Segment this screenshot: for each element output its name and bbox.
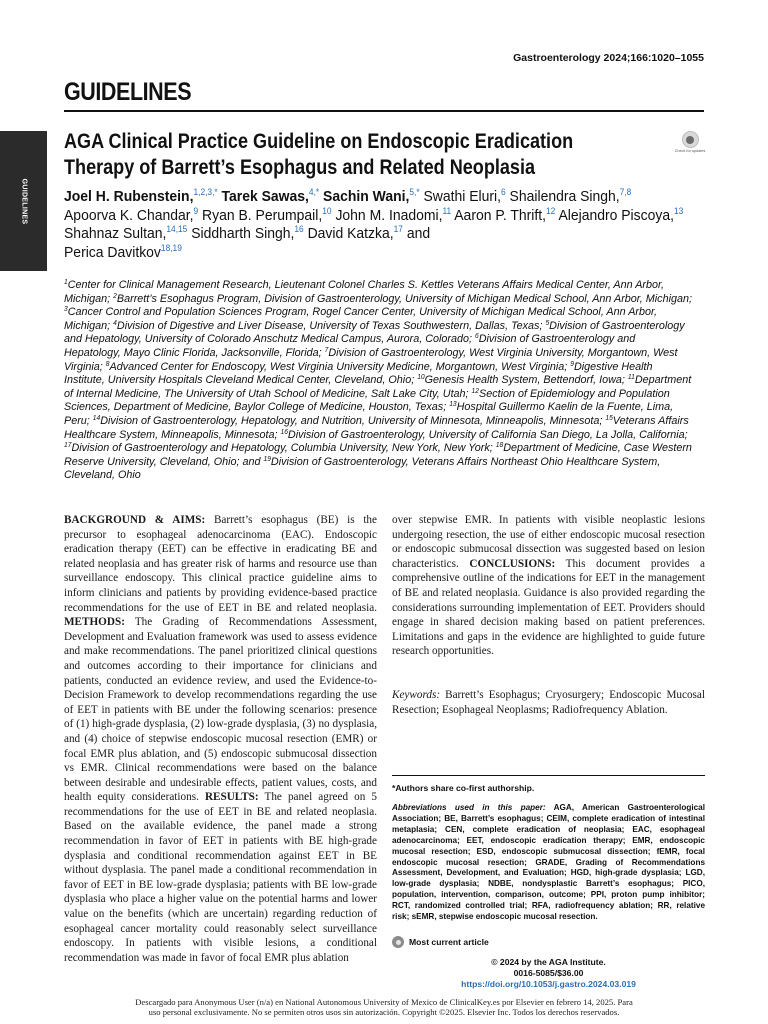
affiliation-text: Genesis Health System, Bettendorf, Iowa; <box>424 374 628 387</box>
download-notice <box>0 997 768 1017</box>
most-current-icon <box>392 936 404 948</box>
background-text: Barrett’s esophagus (BE) is the precursor to esophageal adenocarcinoma (EAC). Endoscopic eradication therapy (EET) can be effective in eradicating BE and related neoplasia and has greater risk of harms and resource use than surveillance endoscopy. This clinical practice guideline aims to inform clinicians and patients by providing evidence-based practice recommendations for the use of EET in BE and related neoplasia. <box>64 514 377 614</box>
author-name: and <box>406 225 431 242</box>
abbreviations <box>392 803 705 923</box>
header-rule <box>64 110 704 112</box>
section-title: GUIDELINES <box>64 78 192 106</box>
affiliation-number: 12 <box>471 387 480 395</box>
affiliation-text: Barrett’s Esophagus Program, Division of Gastroenterology, University of Michigan Medical School, Ann Arbor, Michigan; <box>116 292 692 305</box>
article-title-line-2: Therapy of Barrett’s Esophagus and Related Neoplasia <box>64 156 536 179</box>
crossmark-icon <box>682 131 699 148</box>
conclusions-heading: CONCLUSIONS: <box>469 557 556 570</box>
check-for-updates-badge[interactable] <box>674 131 706 157</box>
author-name: John M. Inadomi, <box>335 206 443 224</box>
author-name: Aaron P. Thrift, <box>454 206 547 224</box>
keywords-text: Barrett’s Esophagus; Cryosurgery; Endoscopic Mucosal Resection; Esophageal Neoplasms; Radiofrequency Ablation. <box>392 689 705 716</box>
author <box>454 207 555 224</box>
author <box>64 188 218 205</box>
affiliation-text: Cancer Control and Population Sciences Program, Rogel Cancer Center, University of Michigan Medical School, Ann Arbor, Michigan; <box>64 306 657 332</box>
most-current-article-badge[interactable] <box>392 936 489 948</box>
affiliation-text: Advanced Center for Endoscopy, West Virginia University Medicine, Morgantown, West Virginia; <box>109 360 571 373</box>
affiliation-text: Division of Gastroenterology and Hepatology, Mayo Clinic Florida, Jacksonville, Florida; <box>64 333 636 359</box>
author-affiliation-marks: 14,15 <box>166 224 188 234</box>
author-affiliation-marks: 6 <box>501 187 506 197</box>
results-heading: RESULTS: <box>204 791 259 804</box>
side-tab-label: GUIDELINES <box>19 178 27 224</box>
affiliation-number: 19 <box>263 455 271 463</box>
author-name: Shahnaz Sultan, <box>64 225 167 242</box>
author-list <box>64 188 715 262</box>
affiliation-number: 6 <box>474 333 479 341</box>
author-affiliation-marks: 10 <box>322 205 332 216</box>
crossmark-label: Check for updates <box>674 149 706 153</box>
author <box>423 188 505 205</box>
co-first-authorship-note: *Authors share co-first authorship. <box>392 783 535 793</box>
author <box>191 225 303 242</box>
author-affiliation-marks: 11 <box>442 205 452 216</box>
affiliation-text: Division of Digestive and Liver Disease, University of Texas Southwestern, Dallas, Texas; <box>116 319 546 332</box>
abstract-right-column <box>392 513 705 659</box>
author-name: Sachin Wani, <box>323 188 410 205</box>
affiliation-text: Division of Gastroenterology, Veterans Affairs Northeast Ohio Healthcare System, Cleveland, Ohio <box>64 455 661 482</box>
doi-link[interactable]: https://doi.org/10.1053/j.gastro.2024.03.019 <box>461 979 636 990</box>
most-current-label: Most current article <box>409 937 489 947</box>
abstract-left-column <box>64 513 377 965</box>
author <box>202 207 332 224</box>
keywords <box>392 688 705 717</box>
author-name: Tarek Sawas, <box>221 188 309 205</box>
author-affiliation-marks: 12 <box>546 205 556 216</box>
methods-heading: METHODS: <box>64 616 125 629</box>
abbreviations-text: AGA, American Gastroenterological Association; BE, Barrett’s esophagus; CEIM, complete eradication of intestinal metaplasia; CEN, complete eradication of neoplasia; EAC, esophageal adenocarcinoma; EET, endoscopic eradication therapy; EMR, endoscopic mucosal resection; ESD, endoscopic submucosal dissection; fEMR, focal endoscopic mucosal resection; GRADE, Grading of Recommendations Assessment, Development, and Evaluation; HGD, high-grade dysplasia; LGD, low-grade dysplasia; NDBE, nondysplastic Barrett’s esophagus; PICO, population, intervention, comparison, outcome; PPI, proton pump inhibitor; RCT, randomized controlled trial; RFA, radiofrequency ablation; RR, relative risk; sEMR, stepwise endoscopic mucosal resection. <box>392 803 705 922</box>
author-affiliation-marks: 9 <box>193 205 199 216</box>
author-affiliation-marks: 18,19 <box>160 242 182 253</box>
affiliation-number: 2 <box>113 292 117 300</box>
author <box>64 225 187 242</box>
author-name: Shailendra Singh, <box>509 188 620 205</box>
affiliation-number: 11 <box>627 374 635 382</box>
affiliation-number: 18 <box>495 442 504 450</box>
affiliation-text: Division of Gastroenterology, West Virginia University, Morgantown, West Virginia; <box>64 346 678 373</box>
affiliation-text: Division of Gastroenterology and Hepatology, University of Colorado Anschutz Medical Campus, Aurora, Colorado; <box>64 319 685 346</box>
author-name: David Katzka, <box>307 225 394 242</box>
affiliation-number: 17 <box>64 442 72 450</box>
affiliation-text: Digestive Health Institute, University Hospitals Cleveland Medical Center, Cleveland, Ohio; <box>64 360 653 387</box>
affiliation-number: 9 <box>570 360 574 368</box>
affiliation-number: 14 <box>92 414 101 422</box>
conclusions-text: This document provides a comprehensive outline of the indications for EET in the management of BE and related neoplasia. Guidance is also provided regarding the considerations surrounding implementation of EET. Providers should engage in shared decision making based on patient preferences. Limitations and gaps in the evidence are highlighted to guide future research opportunities. <box>392 557 705 658</box>
author-name: Alejandro Piscoya, <box>558 206 674 224</box>
affiliation-text: Department of Internal Medicine, The University of Utah School of Medicine, Salt Lake City, Utah; <box>64 374 692 400</box>
keywords-label: Keywords: <box>392 689 441 701</box>
issn-price-line: 0016-5085/$36.00 <box>513 968 584 979</box>
author <box>222 188 320 205</box>
side-section-tab <box>0 131 47 271</box>
author <box>64 207 198 224</box>
abbreviations-label: Abbreviations used in this paper: <box>392 803 546 812</box>
author-affiliation-marks: 7,8 <box>619 187 632 197</box>
affiliation-number: 8 <box>105 360 110 368</box>
journal-reference: Gastroenterology 2024;166:1020–1055 <box>513 52 704 64</box>
affiliation-text: Division of Gastroenterology, University of California San Diego, La Jolla, California; <box>287 428 688 441</box>
affiliation-number: 13 <box>449 401 457 409</box>
article-title <box>64 129 614 181</box>
author-affiliation-marks: 4,* <box>308 187 320 197</box>
author-affiliation-marks: 5,* <box>409 187 420 197</box>
background-heading: BACKGROUND & AIMS: <box>64 514 206 526</box>
author-name: Siddharth Singh, <box>191 225 295 242</box>
author <box>64 244 182 261</box>
author-affiliation-marks: 13 <box>673 205 684 216</box>
affiliation-number: 3 <box>64 306 68 314</box>
author-affiliation-marks: 1,2,3,* <box>193 187 218 197</box>
author <box>308 225 403 242</box>
methods-text: The Grading of Recommendations Assessment, Development and Evaluation framework was used to assess evidence and make recommendations. The panel prioritized clinical questions and outcomes according to their importance for clinicians and patients, conducted an evidence review, and used the Evidence-to-Decision Framework to develop recommendations regarding the use of EET in patients with BE under the following scenarios: presence of (1) high-grade dysplasia, (2) low-grade dysplasia, (3) no dysplasia, and (4) choice of stepwise endoscopic mucosal resection (EMR) or focal EMR plus ablation, and (5) endoscopic submucosal dissection vs EMR. Clinical recommendations were based on the balance between desirable and undesirable effects, patient values, costs, and health equity considerations. <box>64 616 377 804</box>
author <box>510 188 632 205</box>
affiliation-number: 4 <box>113 319 117 327</box>
author-name: Joel H. Rubenstein, <box>64 188 194 205</box>
footnote-rule <box>392 775 705 776</box>
download-notice-line-2: uso personal exclusivamente. No se permiten otros usos sin autorización. Copyright ©2025. Elsevier Inc. Todos los derechos reservados. <box>148 1007 620 1017</box>
author-name: Perica Davitkov <box>64 243 161 261</box>
affiliation-number: 5 <box>545 319 550 327</box>
affiliation-text: Section of Epidemiology and Population Sciences, Department of Medicine, Baylor College of Medicine, Houston, Texas; <box>64 387 670 414</box>
affiliation-number: 16 <box>280 428 288 436</box>
author-name: Apoorva K. Chandar, <box>64 206 194 224</box>
results-continued-text: over stepwise EMR. In patients with visible neoplastic lesions undergoing resection, the use of either endoscopic mucosal resection or endoscopic submucosal dissection was suggested based on lesion characteristics. <box>392 514 705 570</box>
affiliation-text: Division of Gastroenterology and Hepatology, Columbia University, New York, New York; <box>71 442 496 455</box>
author-name: Swathi Eluri, <box>423 188 502 205</box>
download-notice-line-1: Descargado para Anonymous User (n/a) en National Autonomous University of Mexico de ClinicalKey.es por Elsevier en febrero 14, 2025. Para <box>135 997 633 1007</box>
affiliation-number: 15 <box>605 414 613 422</box>
copyright-block <box>392 957 705 991</box>
author <box>335 207 451 224</box>
article-title-line-1: AGA Clinical Practice Guideline on Endoscopic Eradication <box>64 130 574 153</box>
author-name: Ryan B. Perumpail, <box>202 206 323 224</box>
author <box>558 207 683 224</box>
affiliation-text: Center for Clinical Management Research, Lieutenant Colonel Charles S. Kettles Veterans Affairs Medical Center, Ann Arbor, Michigan; <box>64 279 665 305</box>
author <box>407 225 430 242</box>
copyright-line: © 2024 by the AGA Institute. <box>491 957 606 967</box>
affiliation-number: 7 <box>324 346 329 354</box>
affiliation-text: Division of Gastroenterology, Hepatology, and Nutrition, University of Minnesota, Minneapolis, Minnesota; <box>100 414 606 427</box>
affiliation-text: Veterans Affairs Healthcare System, Minneapolis, Minnesota; <box>64 414 689 441</box>
author-affiliation-marks: 17 <box>393 224 403 234</box>
results-text: The panel agreed on 5 recommendations for the use of EET in BE and related neoplasia. Based on the available evidence, the panel made a strong recommendation in favor of EET in patients with BE high-grade dysplasia and conditional recommendation against EET in BE without dysplasia. The panel made a conditional recommendation in favor of EET in BE low-grade dysplasia; patients with BE low-grade dysplasia who place a higher value on the potential harms and lower value on the benefits (which are uncertain) regarding reduction of esophageal cancer mortality could reasonably select surveillance endoscopy. In patients with visible lesions, a conditional recommendation was made in favor of focal EMR plus ablation <box>64 791 377 964</box>
affiliation-text: Hospital Guillermo Kaelin de la Fuente, Lima, Peru; <box>64 401 674 427</box>
affiliation-text: Department of Medicine, Case Western Reserve University, Cleveland, Ohio; and <box>64 442 692 468</box>
affiliation-number: 10 <box>417 374 425 382</box>
affiliations <box>64 279 694 483</box>
author-affiliation-marks: 16 <box>294 224 304 234</box>
author <box>323 188 420 205</box>
affiliation-number: 1 <box>64 279 68 286</box>
